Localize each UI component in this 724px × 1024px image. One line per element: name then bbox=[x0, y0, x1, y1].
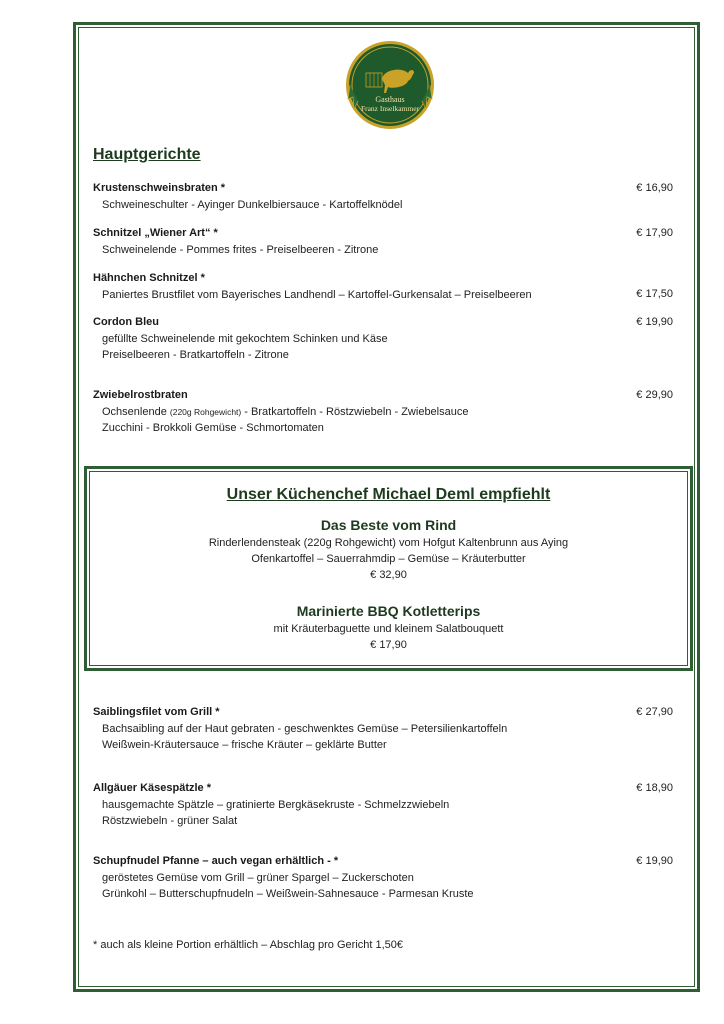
section-title: Hauptgerichte bbox=[93, 146, 201, 163]
recommendation-dish-name: Marinierte BBQ Kotletterips bbox=[296, 603, 481, 619]
dish-name: Hähnchen Schnitzel * bbox=[93, 272, 205, 284]
recommendation-dish-line: mit Kräuterbaguette und kleinem Salatbouquett bbox=[273, 623, 504, 635]
dish-schnitzel-wiener-art bbox=[93, 225, 673, 258]
weight-note: (220g Rohgewicht) bbox=[169, 406, 242, 417]
dish-saiblingsfilet bbox=[93, 704, 673, 754]
dish-name: Schnitzel „Wiener Art“ * bbox=[93, 227, 218, 239]
logo-text-line1: Gasthaus bbox=[375, 95, 405, 104]
logo-text-line2: Franz Inselkammer bbox=[360, 104, 420, 113]
dish-zwiebelrostbraten bbox=[93, 387, 673, 437]
dish-cordon-bleu bbox=[93, 314, 673, 364]
dish-description: Schweinelende - Pommes frites - Preiselbeeren - Zitrone bbox=[102, 243, 379, 256]
dish-description: gefüllte Schweinelende mit gekochtem Schinken und Käse bbox=[102, 332, 388, 345]
restaurant-logo bbox=[344, 39, 436, 131]
dish-description: geröstetes Gemüse vom Grill – grüner Spargel – Zuckerschoten bbox=[102, 871, 414, 884]
dish-name: Saiblingsfilet vom Grill * bbox=[93, 706, 220, 718]
recommendation-dish-line: Rinderlendensteak (220g Rohgewicht) vom Hofgut Kaltenbrunn aus Aying bbox=[208, 537, 569, 549]
dish-description: Weißwein-Kräutersauce – frische Kräuter – geklärte Butter bbox=[102, 739, 387, 751]
dish-description: Paniertes Brustfilet vom Bayerisches Landhendl – Kartoffel-Gurkensalat – Preiselbeeren bbox=[102, 288, 532, 301]
dish-description: Preiselbeeren - Bratkartoffeln - Zitrone bbox=[102, 349, 289, 361]
dish-description: Zucchini - Brokkoli Gemüse - Schmortomaten bbox=[102, 422, 324, 434]
dish-description bbox=[93, 404, 673, 421]
dish-krustenschweinsbraten bbox=[93, 180, 673, 213]
dish-price: € 18,90 bbox=[636, 782, 673, 794]
dish-kaesespaetzle bbox=[93, 780, 673, 830]
dish-price: € 27,90 bbox=[636, 706, 673, 718]
recommendation-dish-name: Das Beste vom Rind bbox=[320, 517, 457, 533]
dish-description-part: Ochsenlende bbox=[102, 405, 170, 418]
recommendation-title: Unser Küchenchef Michael Deml empfiehlt bbox=[226, 486, 551, 503]
dish-description: Bachsaibling auf der Haut gebraten - geschwenktes Gemüse – Petersilienkartoffeln bbox=[102, 722, 508, 735]
dish-price: € 29,90 bbox=[636, 389, 673, 401]
dish-description: hausgemachte Spätzle – gratinierte Bergkäsekruste - Schmelzzwiebeln bbox=[102, 798, 450, 811]
dish-price: € 19,90 bbox=[636, 316, 673, 328]
dish-price: € 17,90 bbox=[636, 227, 673, 239]
dish-description: Röstzwiebeln - grüner Salat bbox=[102, 815, 238, 827]
dish-description-part: - Bratkartoffeln - Röstzwiebeln - Zwiebelsauce bbox=[241, 405, 469, 418]
recommendation-dish-price: € 17,90 bbox=[370, 639, 407, 651]
dish-name: Cordon Bleu bbox=[93, 316, 159, 328]
dish-description: Grünkohl – Butterschupfnudeln – Weißwein-Sahnesauce - Parmesan Kruste bbox=[102, 888, 474, 900]
footnote: * auch als kleine Portion erhältlich – Abschlag pro Gericht 1,50€ bbox=[93, 939, 404, 951]
dish-price: € 19,90 bbox=[636, 855, 673, 867]
recommendation-dish-price: € 32,90 bbox=[370, 569, 407, 581]
dish-name: Zwiebelrostbraten bbox=[93, 389, 188, 401]
dish-name: Allgäuer Käsespätzle * bbox=[93, 782, 211, 794]
dish-name: Krustenschweinsbraten * bbox=[93, 182, 226, 194]
dish-price: € 16,90 bbox=[636, 182, 673, 194]
recommendation-dish-line: Ofenkartoffel – Sauerrahmdip – Gemüse – Kräuterbutter bbox=[251, 553, 526, 565]
dish-haehnchen-schnitzel bbox=[93, 270, 673, 303]
dish-description: Schweineschulter - Ayinger Dunkelbiersauce - Kartoffelknödel bbox=[102, 198, 403, 211]
dish-price: € 17,50 bbox=[636, 288, 673, 300]
dish-schupfnudel-pfanne bbox=[93, 853, 673, 903]
dish-name: Schupfnudel Pfanne – auch vegan erhältlich - * bbox=[93, 855, 339, 867]
